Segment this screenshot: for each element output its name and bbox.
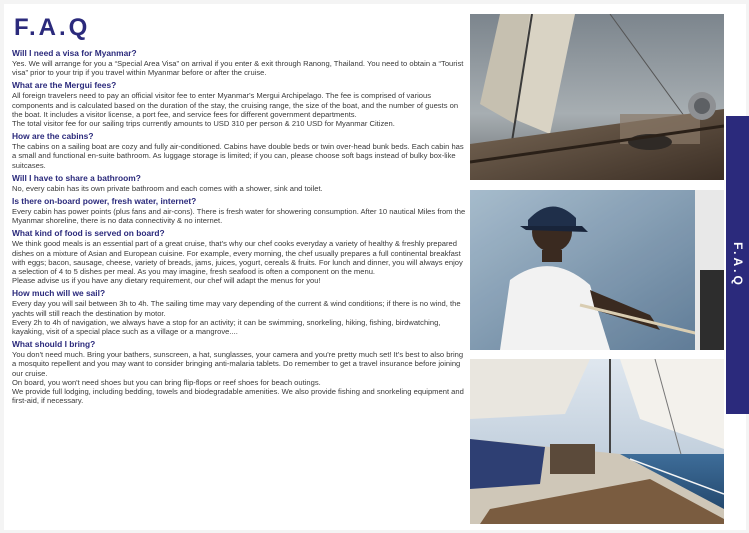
side-tab-label: F.A.Q — [731, 242, 746, 288]
faq-question: How much will we sail? — [12, 288, 106, 299]
faq-list — [12, 48, 466, 408]
faq-item-power-water-internet — [12, 196, 466, 225]
faq-item-food — [12, 228, 466, 285]
faq-answer-paragraph: Every day you will sail between 3h to 4h. The sailing time may vary depending of the current & wind conditions; if there is no wind, the yachts will still reach the destination by motor. — [12, 299, 461, 318]
faq-answer — [12, 239, 466, 285]
faq-question: Will I have to share a bathroom? — [12, 172, 141, 183]
faq-question: How are the cabins? — [12, 131, 94, 142]
faq-answer — [12, 207, 466, 225]
faq-question: What are the Mergui fees? — [12, 80, 117, 91]
faq-item-cabins — [12, 131, 466, 170]
faq-answer — [12, 142, 466, 170]
page-title: F.A.Q — [14, 14, 91, 41]
faq-answer-paragraph: Every 2h to 4h of navigation, we always have a stop for an activity; it can be swimming, snorkeling, hiking, fishing, birdwatching, kayaking, visit of a special place such as a village or a mangrove.... — [12, 317, 441, 337]
yacht-at-sea-photo — [470, 359, 724, 524]
faq-answer — [12, 350, 466, 405]
faq-item-visa — [12, 48, 466, 77]
sailboat-deck-photo — [470, 14, 724, 180]
side-tab — [726, 116, 749, 414]
faq-answer — [12, 299, 466, 336]
faq-answer-paragraph: We provide full lodging, including bedding, towels and biodegradable amenities. We also provide fishing and snorkeling equipment and first-aid, if necessary. — [12, 387, 464, 406]
faq-question: What kind of food is served on board? — [12, 228, 165, 239]
faq-answer — [12, 59, 466, 77]
faq-item-bathroom — [12, 173, 466, 193]
faq-answer-paragraph: Please advise us if you have any dietary requirement, our chef will adapt the menus for you! — [12, 276, 321, 286]
faq-answer-paragraph: The total visitor fee for our sailing trips currently amounts to USD 310 per person & 210 USD for Myanmar Citizen. — [12, 119, 395, 129]
faq-answer-paragraph: You don't need much. Bring your bathers, sunscreen, a hat, sunglasses, your camera and you're pretty much set! It's best to also bring a mosquito repellent and you may want to consider bringing anti-malaria tablets. Do remember to get a travel insurance before joining our cruise. — [12, 350, 464, 378]
faq-question: What should I bring? — [12, 339, 96, 350]
faq-answer — [12, 184, 466, 193]
crew-member-photo — [470, 190, 724, 350]
faq-question: Is there on-board power, fresh water, internet? — [12, 196, 197, 207]
faq-answer-paragraph: The cabins on a sailing boat are cozy and fully air-conditioned. Cabins have double beds or twin over-head bunk beds. Each cabin has a small and functional en-suite bathroom. As luggage storage is limited; if you can, please choose soft bags instead of bulky box-like suitcases. — [12, 142, 464, 170]
faq-answer — [12, 91, 466, 128]
faq-item-what-to-bring — [12, 339, 466, 405]
faq-answer-paragraph: All foreign travelers need to pay an official visitor fee to enter Myanmar's Mergui Archipelago. The fee is comprised of various components and is calculated based on the duration of the stay, the cruising range, the size of the boat, and the number of guests on the boat. It includes a visitor license, a port fee, and service fees for different government departments. — [12, 91, 459, 119]
faq-answer-paragraph: Every cabin has power points (plus fans and air-cons). There is fresh water for showering consumption. After 10 nautical Miles from the Myanmar shoreline, there is no data connectivity & no internet. — [12, 207, 466, 226]
faq-answer-paragraph: On board, you won't need shoes but you can bring flip-flops or reef shoes for beach outings. — [12, 377, 321, 387]
faq-item-sailing-time — [12, 288, 466, 336]
faq-answer-paragraph: No, every cabin has its own private bathroom and each comes with a shower, sink and toilet. — [12, 183, 323, 193]
faq-page — [4, 4, 746, 530]
faq-item-mergui-fees — [12, 80, 466, 128]
faq-answer-paragraph: We think good meals is an essential part of a great cruise, that's why our chef cooks everyday a variety of healthy & freshly prepared dishes on a mixture of Asian and European cuisine. For example, every morning, the chef usually prepares a full continental breakfast with eggs; bacon, sausage, cheese, variety of breads, jams, juices, yogurt, cereals & fruits. For lunch and dinner, you will always enjoy a selection of 4 to 5 dishes per meal. As you may imagine, fresh seafood is often a component on the menu. — [12, 239, 463, 277]
faq-question: Will I need a visa for Myanmar? — [12, 48, 137, 58]
faq-answer-paragraph: Yes. We will arrange for you a “Special Area Visa” on arrival if you enter & exit through Ranong, Thailand. You need to obtain a “Tourist visa” prior to your trip if you travel within Myanmar before or after the cruise. — [12, 59, 464, 78]
